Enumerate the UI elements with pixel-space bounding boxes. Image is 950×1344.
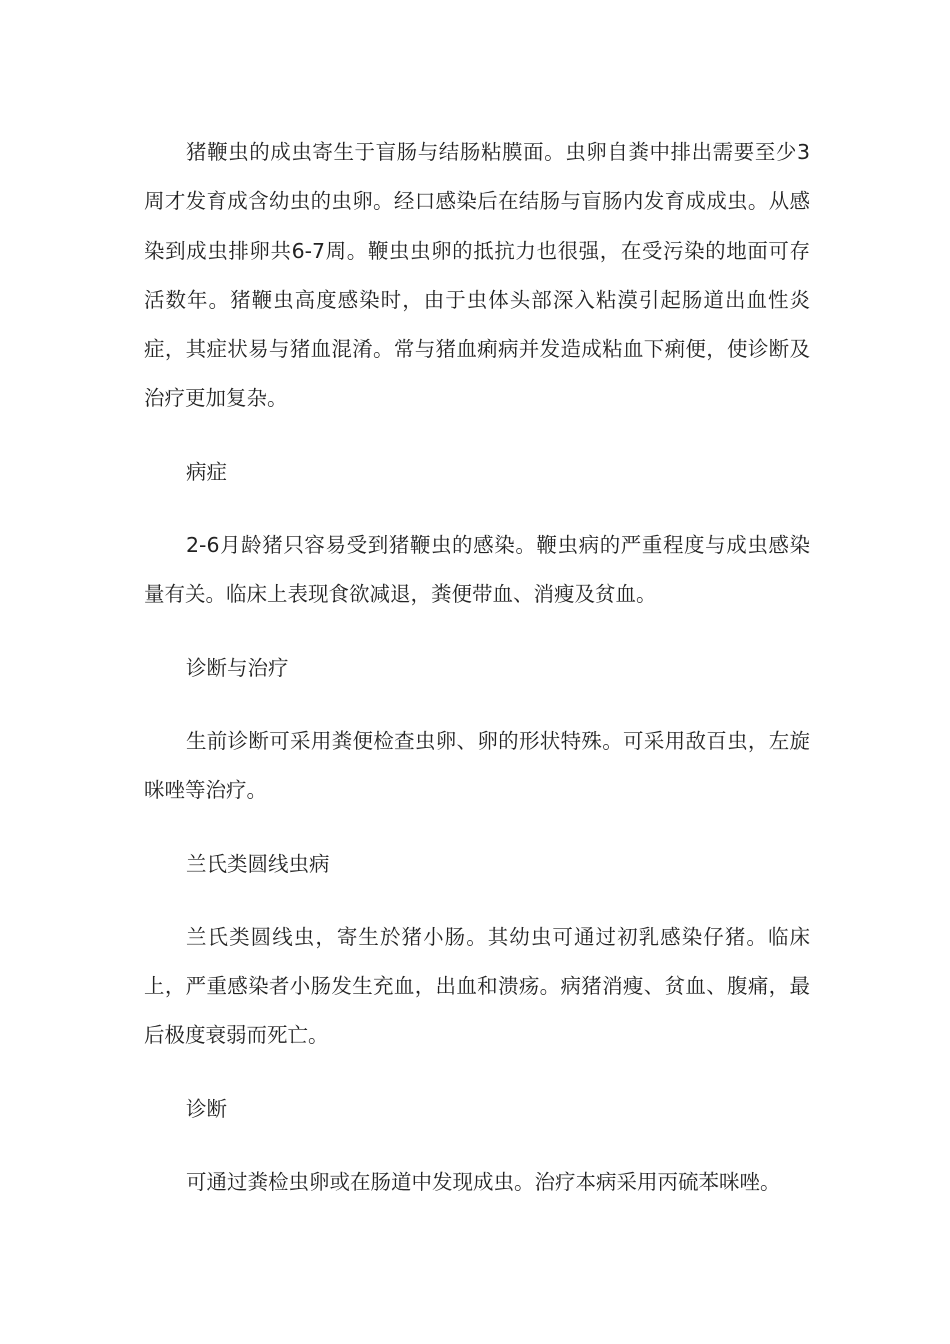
paragraph-diagnosis: 可通过粪检虫卵或在肠道中发现成虫。治疗本病采用丙硫苯咪唑。 (186, 1170, 781, 1195)
paragraph-diagnosis-treatment: 生前诊断可采用粪便检查虫卵、卵的形状特殊。可采用敌百虫，左旋咪唑等治疗。 (144, 728, 810, 803)
paragraph-strongyloides: 兰氏类圆线虫，寄生於猪小肠。其幼虫可通过初乳感染仔猪。临床上，严重感染者小肠发生充血，出血和溃疡。病猪消瘦、贫血、腹痛，最后极度衰弱而死亡。 (144, 924, 810, 1048)
heading-diagnosis-treatment: 诊断与治疗 (186, 655, 289, 680)
heading-symptoms: 病症 (186, 459, 227, 484)
paragraph-whipworm-intro: 猪鞭虫的成虫寄生于盲肠与结肠粘膜面。虫卵自粪中排出需要至少3周才发育成含幼虫的虫卵。经口感染后在结肠与盲肠内发育成成虫。从感染到成虫排卵共6-7周。鞭虫虫卵的抵抗力也很强，在受污染的地面可存活数年。猪鞭虫高度感染时，由于虫体头部深入粘漠引起肠道出血性炎症，其症状易与猪血混淆。常与猪血痢病并发造成粘血下痢便，使诊断及治疗更加复杂。 (144, 140, 810, 411)
heading-diagnosis: 诊断 (186, 1096, 227, 1121)
heading-strongyloides: 兰氏类圆线虫病 (186, 851, 330, 876)
document-body (144, 128, 810, 1231)
paragraph-symptoms: 2-6月龄猪只容易受到猪鞭虫的感染。鞭虫病的严重程度与成虫感染量有关。临床上表现食欲减退，粪便带血、消瘦及贫血。 (144, 533, 810, 607)
